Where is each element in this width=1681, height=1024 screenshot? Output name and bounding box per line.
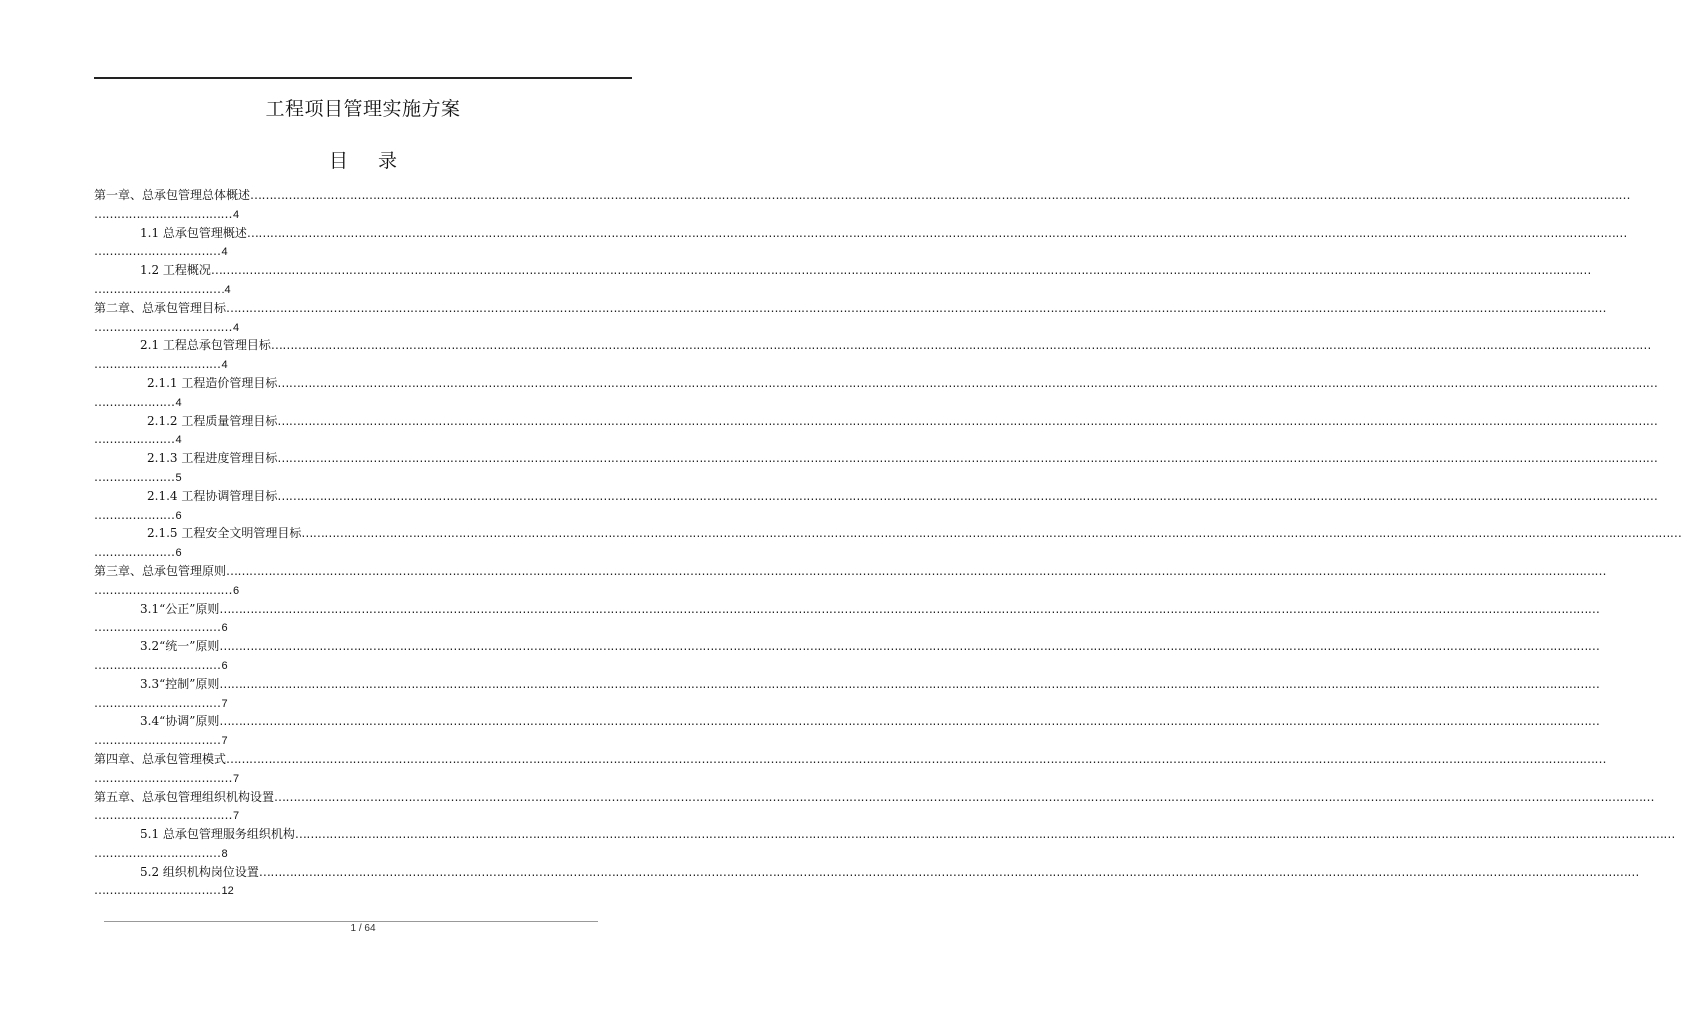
toc-entry[interactable]: [94, 750, 1607, 788]
dot-leader: ………………………………………………………………………………………………………………………………………………………………………………………………………………………………………………………………………………………………………………………………: [226, 563, 1607, 578]
toc-entry[interactable]: [94, 186, 1631, 224]
toc-entry-page: .4: [221, 283, 231, 296]
toc-entry-label: 2.1.5 工程安全文明管理目标: [147, 526, 302, 541]
toc-entry-page: 4: [175, 434, 182, 447]
dot-leader: …………………: [94, 394, 175, 409]
toc-entry-label: 2.1.4 工程协调管理目标: [147, 488, 278, 503]
toc-entry-label: 第三章、总承包管理原则: [94, 563, 227, 578]
toc-entry[interactable]: [94, 600, 1600, 638]
toc-entry-page: 4: [233, 321, 240, 334]
dot-leader: ……………………………: [94, 733, 221, 748]
toc-entry-page: 4: [175, 396, 182, 409]
dot-leader: ……………………………: [94, 357, 221, 372]
toc-entry[interactable]: [94, 412, 1658, 450]
dot-leader: …………………: [94, 432, 175, 447]
dot-leader: ………………………………………………………………………………………………………………………………………………………………………………………………………………………………………………………………………………………………………………………………: [219, 676, 1600, 691]
toc-entry-page: 4: [233, 208, 240, 221]
dot-leader: ……………………………: [94, 845, 221, 860]
dot-leader: …………………: [94, 507, 175, 522]
dot-leader: ……………………………: [94, 657, 221, 672]
dot-leader: ………………………………: [94, 770, 232, 785]
toc-entry-page: 6: [233, 584, 240, 597]
dot-leader: ………………………………………………………………………………………………………………………………………………………………………………………………………………………………………………………………………………………………………………………………: [226, 300, 1607, 315]
toc-entry-label: 2.1.3 工程进度管理目标: [147, 451, 278, 466]
toc-entry-label: 1.2 工程概况: [140, 263, 211, 278]
toc-entry-page: 6: [221, 659, 228, 672]
dot-leader: ………………………………………………………………………………………………………………………………………………………………………………………………………………………………………………………………………………………………………………………………: [258, 864, 1639, 879]
toc-entry-page: 5: [175, 471, 182, 484]
toc-entry-label: 3.2“统一”原则: [140, 639, 220, 654]
toc-entry[interactable]: [94, 336, 1651, 374]
dot-leader: ……………………………: [94, 695, 221, 710]
toc-entry-label: 2.1.2 工程质量管理目标: [147, 413, 278, 428]
toc-entry[interactable]: [94, 788, 1655, 826]
toc-heading: 目 录: [328, 150, 410, 172]
dot-leader: ……………………………: [94, 620, 221, 635]
toc-entry-page: 12: [221, 885, 234, 898]
toc-entry-page: 7: [221, 697, 228, 710]
dot-leader: ………………………………………………………………………………………………………………………………………………………………………………………………………………………………………………………………………………………………………………………………: [219, 601, 1600, 616]
toc-entry-page: 6: [175, 547, 182, 560]
document-title: 工程项目管理实施方案: [265, 98, 461, 120]
dot-leader: ………………………………: [94, 319, 232, 334]
dot-leader: …………………: [94, 545, 175, 560]
page-number: 1 / 64: [350, 923, 376, 934]
toc-entry-page: 7: [233, 772, 240, 785]
toc-entry[interactable]: [94, 299, 1607, 337]
toc-entry[interactable]: [94, 261, 1591, 299]
toc-entry[interactable]: [94, 487, 1658, 525]
dot-leader: ………………………………………………………………………………………………………………………………………………………………………………………………………………………………………………………………………………………………………………………………: [226, 751, 1607, 766]
toc-entry-label: 5.1 总承包管理服务组织机构: [140, 827, 295, 842]
dot-leader: ……………………………: [94, 244, 221, 259]
dot-leader: ………………………………………………………………………………………………………………………………………………………………………………………………………………………………………………………………………………………………………………………………: [270, 338, 1651, 353]
toc-entry[interactable]: [94, 825, 1675, 863]
dot-leader: ………………………………………………………………………………………………………………………………………………………………………………………………………………………………………………………………………………………………………………………………: [210, 263, 1591, 278]
dot-leader: ………………………………………………………………………………………………………………………………………………………………………………………………………………………………………………………………………………………………………………………………: [219, 639, 1600, 654]
dot-leader: ………………………………………………………………………………………………………………………………………………………………………………………………………………………………………………………………………………………………………………………………: [250, 188, 1631, 202]
toc-entry-label: 3.1“公正”原则: [140, 601, 220, 616]
dot-leader: ………………………………………………………………………………………………………………………………………………………………………………………………………………………………………………………………………………………………………………………………: [294, 827, 1675, 842]
dot-leader: ……………………………: [94, 281, 221, 296]
dot-leader: ………………………………………………………………………………………………………………………………………………………………………………………………………………………………………………………………………………………………………………………………: [274, 789, 1655, 804]
dot-leader: ………………………………: [94, 206, 232, 221]
toc-entry[interactable]: [94, 374, 1658, 412]
toc-entry-page: 6: [175, 509, 182, 522]
toc-entry-page: 4: [221, 359, 228, 372]
toc-entry[interactable]: [94, 224, 1627, 262]
header-rule: [94, 77, 632, 79]
toc-entry-page: 8: [221, 847, 228, 860]
dot-leader: ………………………………………………………………………………………………………………………………………………………………………………………………………………………………………………………………………………………………………………………………: [219, 714, 1600, 729]
footer-rule: [104, 921, 598, 922]
dot-leader: ………………………………: [94, 582, 232, 597]
table-of-contents: [94, 186, 1681, 900]
toc-entry[interactable]: [94, 712, 1600, 750]
toc-entry[interactable]: [94, 637, 1600, 675]
dot-leader: ……………………………: [94, 883, 221, 898]
toc-entry-label: 5.2 组织机构岗位设置: [140, 864, 259, 879]
toc-entry-label: 3.4“协调”原则: [140, 714, 220, 729]
toc-entry-label: 2.1.1 工程造价管理目标: [147, 375, 278, 390]
toc-entry[interactable]: [94, 449, 1658, 487]
dot-leader: ………………………………………………………………………………………………………………………………………………………………………………………………………………………………………………………………………………………………………………………………: [277, 413, 1658, 428]
toc-entry[interactable]: [94, 562, 1607, 600]
toc-entry-label: 第五章、总承包管理组织机构设置: [94, 789, 275, 804]
dot-leader: ………………………………………………………………………………………………………………………………………………………………………………………………………………………………………………………………………………………………………………………………: [277, 375, 1658, 390]
toc-entry-label: 3.3“控制”原则: [140, 676, 220, 691]
toc-entry-label: 1.1 总承包管理概述: [140, 225, 247, 240]
dot-leader: ………………………………: [94, 808, 232, 823]
toc-entry-page: 6: [221, 622, 228, 635]
toc-entry-label: 2.1 工程总承包管理目标: [140, 338, 271, 353]
toc-entry-label: 第四章、总承包管理模式: [94, 751, 227, 766]
toc-entry[interactable]: [94, 863, 1639, 901]
toc-entry-page: 7: [221, 735, 228, 748]
toc-entry[interactable]: [94, 675, 1600, 713]
dot-leader: ………………………………………………………………………………………………………………………………………………………………………………………………………………………………………………………………………………………………………………………………: [301, 526, 1681, 541]
toc-entry-page: 7: [233, 810, 240, 823]
toc-entry[interactable]: [94, 524, 1681, 562]
toc-entry-label: 第一章、总承包管理总体概述: [94, 188, 251, 202]
dot-leader: ………………………………………………………………………………………………………………………………………………………………………………………………………………………………………………………………………………………………………………………………: [277, 488, 1658, 503]
dot-leader: ………………………………………………………………………………………………………………………………………………………………………………………………………………………………………………………………………………………………………………………………: [246, 225, 1627, 240]
toc-entry-page: 4: [221, 246, 228, 259]
dot-leader: …………………: [94, 469, 175, 484]
dot-leader: ………………………………………………………………………………………………………………………………………………………………………………………………………………………………………………………………………………………………………………………………: [277, 451, 1658, 466]
toc-entry-label: 第二章、总承包管理目标: [94, 300, 227, 315]
